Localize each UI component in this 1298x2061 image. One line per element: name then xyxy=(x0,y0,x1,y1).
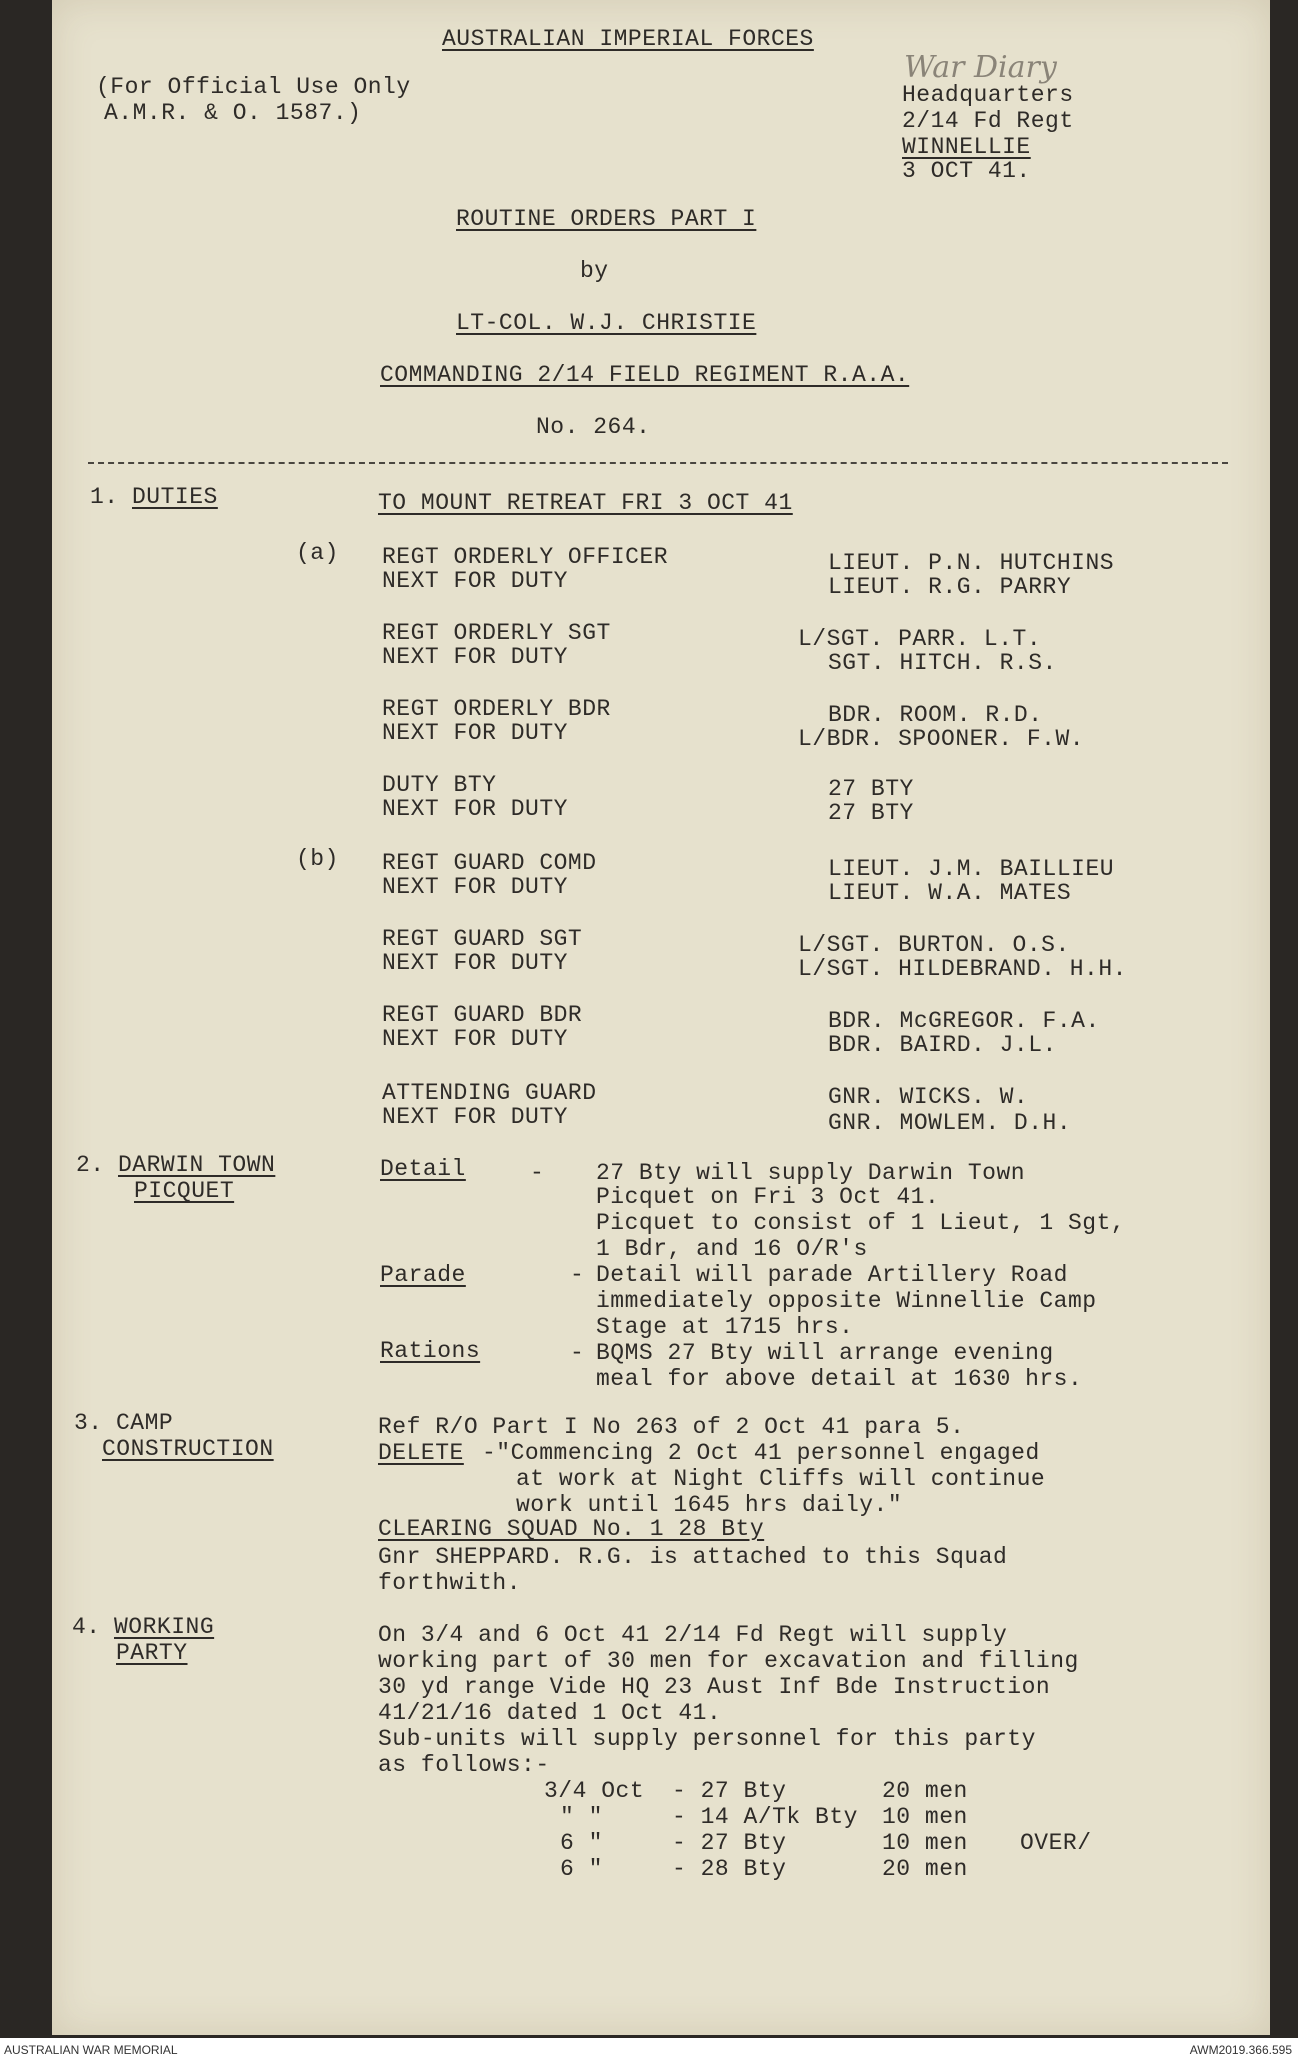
hq-line-2: 2/14 Fd Regt xyxy=(902,108,1074,134)
duty-row-3-line-1: REGT ORDERLY BDR xyxy=(382,696,611,722)
section-2-heading-line-2: PICQUET xyxy=(134,1178,235,1204)
name-row-2-line-1: L/SGT. PARR. L.T. xyxy=(798,626,1042,652)
duty-row-4-line-2: NEXT FOR DUTY xyxy=(382,796,568,822)
name-row-5-line-1: LIEUT. J.M. BAILLIEU xyxy=(828,856,1115,882)
party-row-4-men: 20 men xyxy=(882,1856,968,1882)
official-use-line-1: (For Official Use Only xyxy=(96,74,411,100)
duty-row-5-line-1: REGT GUARD COMD xyxy=(382,850,597,876)
working-party-para-5: Sub-units will supply personnel for this party xyxy=(378,1726,1036,1752)
detail-text-1: 27 Bty will supply Darwin Town xyxy=(596,1160,1026,1186)
working-party-para-1: On 3/4 and 6 Oct 41 2/14 Fd Regt will supply xyxy=(378,1622,1008,1648)
detail-text-3: Picquet to consist of 1 Lieut, 1 Sgt, xyxy=(596,1210,1126,1236)
official-use-line-2: A.M.R. & O. 1587.) xyxy=(104,100,362,126)
section-2-number: 2. xyxy=(76,1152,105,1178)
delete-label: DELETE xyxy=(378,1440,464,1466)
party-row-2-date: " " xyxy=(560,1804,603,1830)
detail-label: Detail xyxy=(380,1156,466,1182)
duty-row-7-line-2: NEXT FOR DUTY xyxy=(382,1026,568,1052)
party-row-3-date: 6 " xyxy=(560,1830,603,1856)
parade-text-3: Stage at 1715 hrs. xyxy=(596,1314,854,1340)
section-3-heading-line-1: CAMP xyxy=(116,1410,174,1436)
name-row-1-line-1: LIEUT. P.N. HUTCHINS xyxy=(828,550,1115,576)
name-row-4-line-1: 27 BTY xyxy=(828,776,914,802)
name-row-8-line-2: GNR. MOWLEM. D.H. xyxy=(828,1110,1072,1136)
archive-footer xyxy=(0,2038,1298,2061)
clearing-squad-text-1: Gnr SHEPPARD. R.G. is attached to this Squad xyxy=(378,1544,1008,1570)
title-routine-orders: ROUTINE ORDERS PART I xyxy=(456,206,757,232)
party-row-3-unit: - 27 Bty xyxy=(672,1830,787,1856)
footer-institution: AUSTRALIAN WAR MEMORIAL xyxy=(4,2043,178,2057)
label-b: (b) xyxy=(296,846,339,872)
over-marker: OVER/ xyxy=(1020,1830,1092,1856)
name-row-5-line-2: LIEUT. W.A. MATES xyxy=(828,880,1072,906)
title-by: by xyxy=(580,258,609,284)
section-2-heading-line-1: DARWIN TOWN xyxy=(118,1152,276,1178)
hq-line-3: WINNELLIE xyxy=(902,134,1031,160)
duty-row-1-line-2: NEXT FOR DUTY xyxy=(382,568,568,594)
duty-row-6-line-2: NEXT FOR DUTY xyxy=(382,950,568,976)
working-party-para-4: 41/21/16 dated 1 Oct 41. xyxy=(378,1700,722,1726)
duty-row-5-line-2: NEXT FOR DUTY xyxy=(382,874,568,900)
name-row-4-line-2: 27 BTY xyxy=(828,800,914,826)
rations-label: Rations xyxy=(380,1338,481,1364)
party-row-4-unit: - 28 Bty xyxy=(672,1856,787,1882)
rations-text-2: meal for above detail at 1630 hrs. xyxy=(596,1366,1083,1392)
delete-text-2: at work at Night Cliffs will continue xyxy=(516,1466,1046,1492)
name-row-3-line-2: L/BDR. SPOONER. F.W. xyxy=(798,726,1085,752)
parade-dash: - xyxy=(570,1262,585,1288)
duty-row-2-line-2: NEXT FOR DUTY xyxy=(382,644,568,670)
parade-label: Parade xyxy=(380,1262,466,1288)
label-a: (a) xyxy=(296,540,339,566)
footer-reference: AWM2019.366.595 xyxy=(1189,2043,1292,2057)
delete-text-1: -"Commencing 2 Oct 41 personnel engaged xyxy=(482,1440,1040,1466)
party-row-2-unit: - 14 A/Tk Bty xyxy=(672,1804,858,1830)
camp-reference: Ref R/O Part I No 263 of 2 Oct 41 para 5. xyxy=(378,1414,965,1440)
name-row-7-line-1: BDR. McGREGOR. F.A. xyxy=(828,1008,1100,1034)
detail-text-2: Picquet on Fri 3 Oct 41. xyxy=(596,1184,940,1210)
working-party-para-2: working part of 30 men for excavation and filling xyxy=(378,1648,1079,1674)
rations-dash: - xyxy=(570,1340,585,1366)
name-row-6-line-1: L/SGT. BURTON. O.S. xyxy=(798,932,1070,958)
party-row-1-date: 3/4 Oct xyxy=(544,1778,645,1804)
duty-row-4-line-1: DUTY BTY xyxy=(382,772,497,798)
working-party-para-6: as follows:- xyxy=(378,1752,550,1778)
name-row-6-line-2: L/SGT. HILDEBRAND. H.H. xyxy=(798,956,1127,982)
duty-row-6-line-1: REGT GUARD SGT xyxy=(382,926,583,952)
section-1-number: 1. xyxy=(90,484,119,510)
hq-line-1: Headquarters xyxy=(902,82,1074,108)
section-4-number: 4. xyxy=(72,1614,101,1640)
name-row-8-line-1: GNR. WICKS. W. xyxy=(828,1084,1029,1110)
duty-row-8-line-2: NEXT FOR DUTY xyxy=(382,1104,568,1130)
duty-row-3-line-2: NEXT FOR DUTY xyxy=(382,720,568,746)
name-row-2-line-2: SGT. HITCH. R.S. xyxy=(828,650,1057,676)
clearing-squad-heading: CLEARING SQUAD No. 1 28 Bty xyxy=(378,1516,765,1542)
party-row-4-date: 6 " xyxy=(560,1856,603,1882)
handwritten-war-diary-note: War Diary xyxy=(904,50,1057,85)
parade-text-1: Detail will parade Artillery Road xyxy=(596,1262,1068,1288)
detail-dash: - xyxy=(530,1160,545,1186)
name-row-3-line-1: BDR. ROOM. R.D. xyxy=(828,702,1043,728)
section-3-number: 3. xyxy=(74,1410,103,1436)
party-row-2-men: 10 men xyxy=(882,1804,968,1830)
document-page xyxy=(52,0,1270,2035)
clearing-squad-text-2: forthwith. xyxy=(378,1570,522,1596)
delete-text-3: work until 1645 hrs daily." xyxy=(516,1492,903,1518)
order-number: No. 264. xyxy=(536,414,651,440)
force-heading: AUSTRALIAN IMPERIAL FORCES xyxy=(442,26,814,52)
party-row-3-men: 10 men xyxy=(882,1830,968,1856)
duty-row-2-line-1: REGT ORDERLY SGT xyxy=(382,620,611,646)
party-row-1-unit: - 27 Bty xyxy=(672,1778,787,1804)
name-row-1-line-2: LIEUT. R.G. PARRY xyxy=(828,574,1072,600)
section-4-heading-line-2: PARTY xyxy=(116,1640,188,1666)
party-row-1-men: 20 men xyxy=(882,1778,968,1804)
duty-row-1-line-1: REGT ORDERLY OFFICER xyxy=(382,544,669,570)
duty-row-8-line-1: ATTENDING GUARD xyxy=(382,1080,597,1106)
header-divider xyxy=(88,462,1228,464)
section-4-heading-line-1: WORKING xyxy=(114,1614,215,1640)
duty-row-7-line-1: REGT GUARD BDR xyxy=(382,1002,583,1028)
rations-text-1: BQMS 27 Bty will arrange evening xyxy=(596,1340,1054,1366)
section-1-subheading: TO MOUNT RETREAT FRI 3 OCT 41 xyxy=(378,490,793,516)
section-1-heading: DUTIES xyxy=(132,484,218,510)
title-commander: LT-COL. W.J. CHRISTIE xyxy=(456,310,757,336)
detail-text-4: 1 Bdr, and 16 O/R's xyxy=(596,1236,868,1262)
hq-date: 3 OCT 41. xyxy=(902,158,1031,184)
parade-text-2: immediately opposite Winnellie Camp xyxy=(596,1288,1097,1314)
section-3-heading-line-2: CONSTRUCTION xyxy=(102,1436,274,1462)
working-party-para-3: 30 yd range Vide HQ 23 Aust Inf Bde Instruction xyxy=(378,1674,1051,1700)
name-row-7-line-2: BDR. BAIRD. J.L. xyxy=(828,1032,1057,1058)
title-commanding: COMMANDING 2/14 FIELD REGIMENT R.A.A. xyxy=(380,362,910,388)
